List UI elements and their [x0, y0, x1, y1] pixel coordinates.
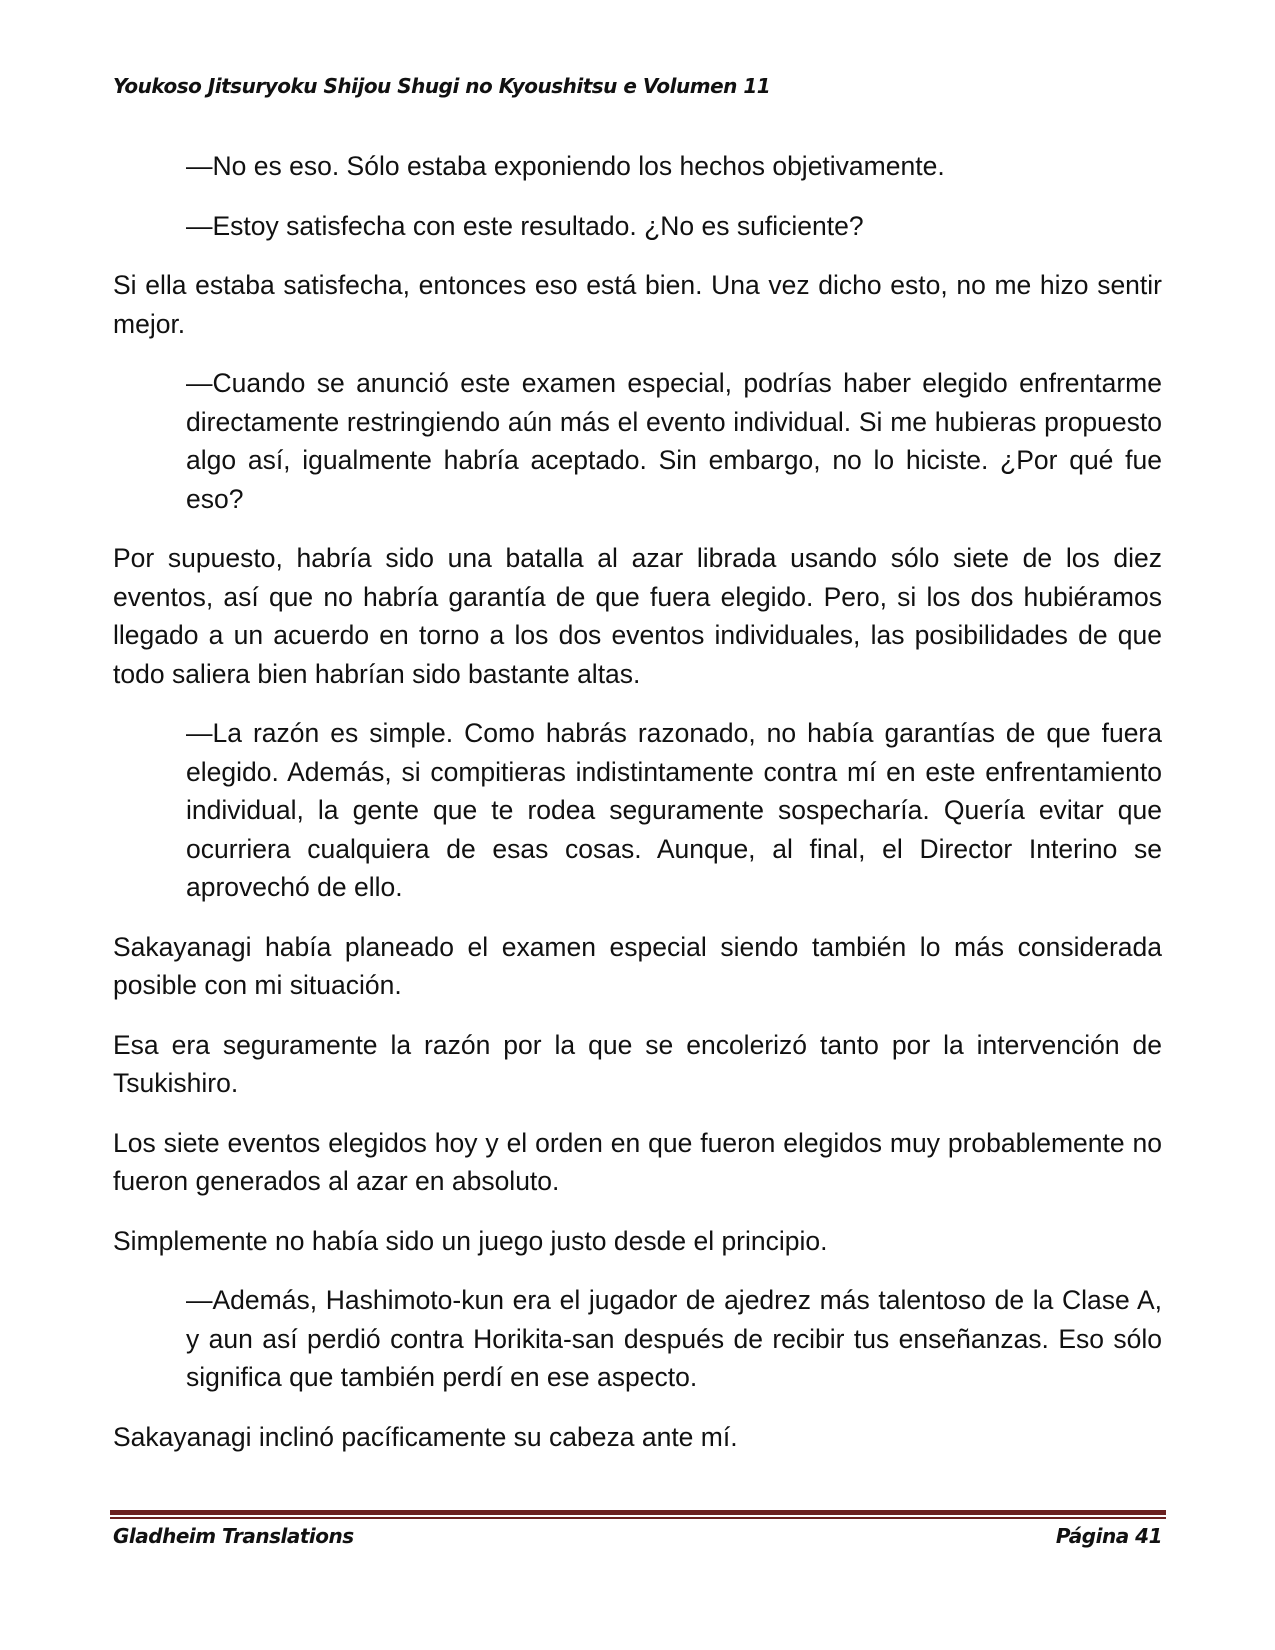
page-body: [113, 147, 1162, 1477]
footer-page-number: Página 41: [1055, 1524, 1162, 1548]
footer-rule-thick: [110, 1510, 1166, 1515]
paragraph-narration: Los siete eventos elegidos hoy y el orden en que fueron elegidos muy probablemente no fueron generados al azar en absoluto.: [113, 1127, 1162, 1196]
paragraph-narration: Si ella estaba satisfecha, entonces eso está bien. Una vez dicho esto, no me hizo sentir mejor.: [113, 270, 1162, 339]
paragraph-dialogue: —Cuando se anunció este examen especial, podrías haber elegido enfrentarme directamente restringiendo aún más el evento individual. Si me hubieras propuesto algo así, igualmente habría aceptado. Sin embargo, no lo hiciste. ¿Por qué fue eso?: [186, 368, 1162, 514]
page-header-title: Youkoso Jitsuryoku Shijou Shugi no Kyoushitsu e Volumen 11: [113, 74, 771, 98]
footer-rule-thin: [110, 1517, 1166, 1519]
footer-rule: [110, 1510, 1166, 1518]
paragraph-narration: Sakayanagi había planeado el examen especial siendo también lo más considerada posible con mi situación.: [113, 931, 1162, 1000]
paragraph-dialogue: —La razón es simple. Como habrás razonado, no había garantías de que fuera elegido. Además, si compitieras indistintamente contra mí en este enfrentamiento individual, la gente que te rodea seguramente sospecharía. Quería evitar que ocurriera cualquiera de esas cosas. Aunque, al final, el Director Interino se aprovechó de ello.: [186, 718, 1162, 902]
paragraph-narration: Sakayanagi inclinó pacíficamente su cabeza ante mí.: [113, 1421, 738, 1452]
paragraph-dialogue: —Estoy satisfecha con este resultado. ¿No es suficiente?: [186, 210, 864, 241]
paragraph-narration: Simplemente no había sido un juego justo desde el principio.: [113, 1225, 828, 1256]
footer-translator: Gladheim Translations: [113, 1524, 354, 1548]
paragraph-dialogue: —No es eso. Sólo estaba exponiendo los hechos objetivamente.: [186, 151, 945, 181]
paragraph-narration: Por supuesto, habría sido una batalla al azar librada usando sólo siete de los diez eventos, así que no habría garantía de que fuera elegido. Pero, si los dos hubiéramos llegado a un acuerdo en torno a los dos eventos individuales, las posibilidades de que todo saliera bien habrían sido bastante altas.: [113, 543, 1162, 689]
paragraph-narration: Esa era seguramente la razón por la que se encolerizó tanto por la intervención de Tsukishiro.: [113, 1029, 1162, 1098]
paragraph-dialogue: —Además, Hashimoto-kun era el jugador de ajedrez más talentoso de la Clase A, y aun así perdió contra Horikita-san después de recibir tus enseñanzas. Eso sólo significa que también perdí en ese aspecto.: [186, 1285, 1162, 1392]
